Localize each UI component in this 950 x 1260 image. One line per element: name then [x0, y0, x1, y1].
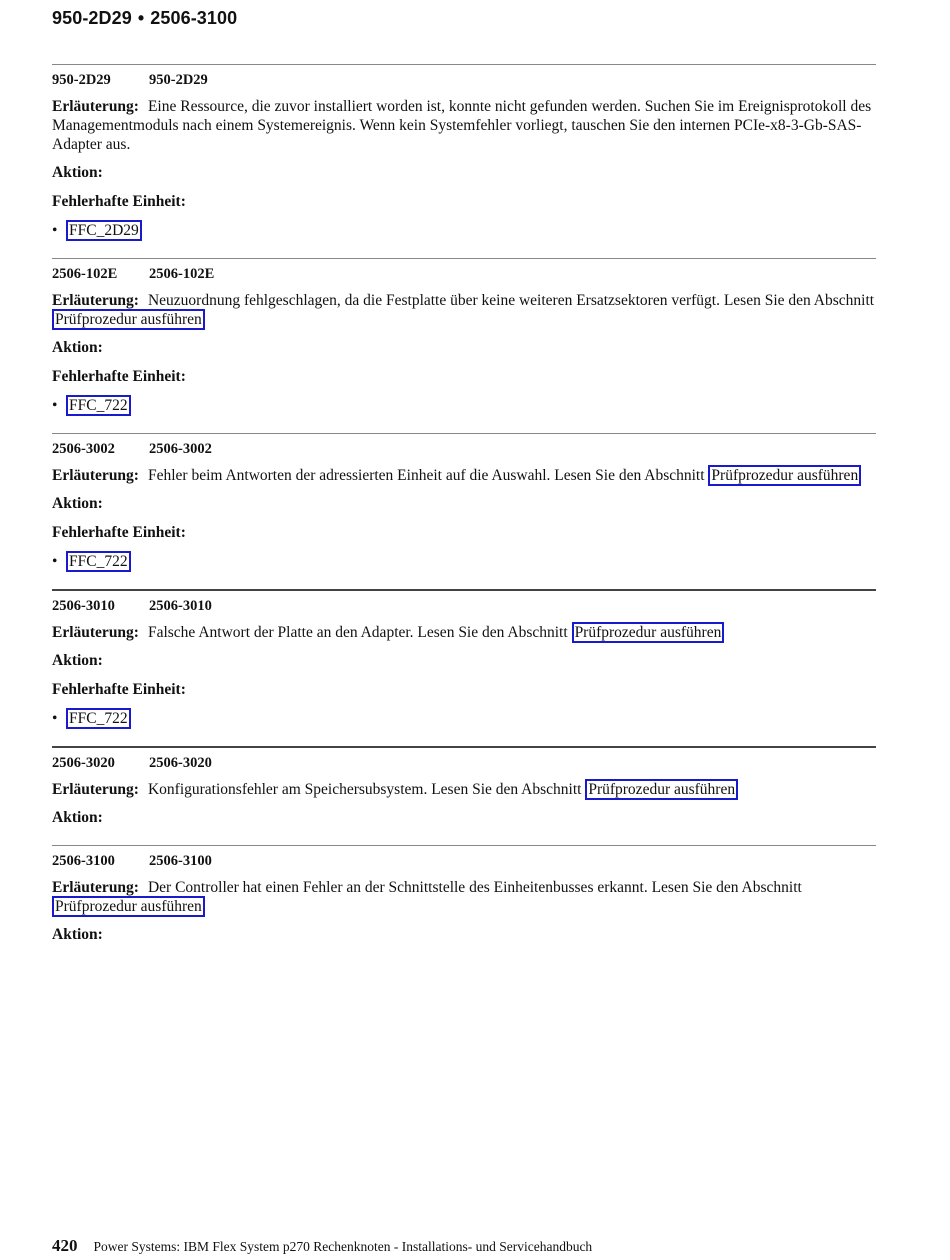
fru-list [52, 709, 876, 728]
entry-code: 2506-102E [52, 266, 118, 282]
entry-code: 2506-3010 [52, 598, 115, 614]
action-label: Aktion: [52, 926, 103, 943]
entry-explanation [52, 466, 876, 485]
entry-code-line [52, 852, 876, 870]
explanation-text: Neuzuordnung fehlgeschlagen, da die Festplatte über keine weiteren Ersatzsektoren verfügt. Lesen Sie den Abschnitt [147, 292, 875, 309]
book-title: Power Systems: IBM Flex System p270 Rechenknoten - Installations- und Servicehandbuch [93, 1239, 593, 1254]
entry-code-repeat: 2506-102E [149, 266, 215, 282]
page-footer [52, 1236, 592, 1256]
message-entry [52, 746, 876, 827]
procedure-link[interactable]: Prüfprozedur ausführen [52, 896, 205, 917]
header-right-code: 2506-3100 [150, 8, 238, 28]
fru-heading: Fehlerhafte Einheit: [52, 193, 186, 210]
explanation-label: Erläuterung: [52, 624, 139, 641]
explanation-label: Erläuterung: [52, 292, 139, 309]
procedure-link[interactable]: Prüfprozedur ausführen [572, 622, 725, 643]
fru-link[interactable]: FFC_722 [66, 551, 131, 572]
entry-code: 2506-3100 [52, 853, 115, 869]
action-label: Aktion: [52, 164, 103, 181]
fru-link[interactable]: FFC_722 [66, 395, 131, 416]
explanation-text: Fehler beim Antworten der adressierten Einheit auf die Auswahl. Lesen Sie den Abschnitt [147, 467, 705, 484]
procedure-link[interactable]: Prüfprozedur ausführen [585, 779, 738, 800]
page-number: 420 [52, 1236, 78, 1255]
fru-heading: Fehlerhafte Einheit: [52, 368, 186, 385]
explanation-label: Erläuterung: [52, 98, 139, 115]
header-left-code: 950-2D29 [52, 8, 132, 28]
explanation-text: Falsche Antwort der Platte an den Adapter. Lesen Sie den Abschnitt [147, 624, 568, 641]
fru-list [52, 396, 876, 415]
message-entry [52, 433, 876, 571]
fru-list [52, 552, 876, 571]
entry-code: 2506-3002 [52, 441, 115, 457]
entry-code-repeat: 2506-3100 [149, 853, 212, 869]
entry-explanation [52, 291, 876, 329]
fru-link[interactable]: FFC_2D29 [66, 220, 142, 241]
fru-link[interactable]: FFC_722 [66, 708, 131, 729]
entry-code-repeat: 2506-3010 [149, 598, 212, 614]
entry-code-repeat: 2506-3020 [149, 755, 212, 771]
action-label: Aktion: [52, 652, 103, 669]
entry-explanation [52, 97, 876, 154]
message-entry [52, 845, 876, 944]
entry-code-line [52, 754, 876, 772]
message-entry [52, 589, 876, 728]
fru-item [52, 709, 876, 728]
entry-code: 2506-3020 [52, 755, 115, 771]
entry-code-repeat: 2506-3002 [149, 441, 212, 457]
explanation-label: Erläuterung: [52, 467, 139, 484]
procedure-link[interactable]: Prüfprozedur ausführen [52, 309, 205, 330]
explanation-label: Erläuterung: [52, 879, 139, 896]
entry-code-line [52, 597, 876, 615]
action-label: Aktion: [52, 339, 103, 356]
entry-explanation [52, 780, 876, 799]
entry-code-line [52, 71, 876, 89]
procedure-link[interactable]: Prüfprozedur ausführen [708, 465, 861, 486]
message-list [52, 64, 876, 962]
entry-explanation [52, 623, 876, 642]
action-label: Aktion: [52, 809, 103, 826]
explanation-label: Erläuterung: [52, 781, 139, 798]
fru-item [52, 396, 876, 415]
fru-list [52, 221, 876, 240]
action-label: Aktion: [52, 495, 103, 512]
explanation-text: Konfigurationsfehler am Speichersubsystem. Lesen Sie den Abschnitt [147, 781, 582, 798]
message-entry [52, 258, 876, 415]
fru-item [52, 552, 876, 571]
fru-heading: Fehlerhafte Einheit: [52, 681, 186, 698]
page-header [52, 8, 237, 29]
entry-explanation [52, 878, 876, 916]
header-separator: • [137, 8, 145, 28]
explanation-text: Der Controller hat einen Fehler an der Schnittstelle des Einheitenbusses erkannt. Lesen Sie den Abschnitt [147, 879, 802, 896]
message-entry [52, 64, 876, 240]
fru-item [52, 221, 876, 240]
entry-code-repeat: 950-2D29 [149, 72, 208, 88]
entry-code-line [52, 440, 876, 458]
entry-code-line [52, 265, 876, 283]
explanation-text: Eine Ressource, die zuvor installiert worden ist, konnte nicht gefunden werden. Suchen Sie im Ereignisprotokoll des Managementmoduls nach einem Systemereignis. Wenn kein Systemfehler vorliegt, tauschen Sie den internen PCIe-x8-3-Gb-SAS-Adapter aus. [52, 98, 872, 153]
entry-code: 950-2D29 [52, 72, 111, 88]
fru-heading: Fehlerhafte Einheit: [52, 524, 186, 541]
